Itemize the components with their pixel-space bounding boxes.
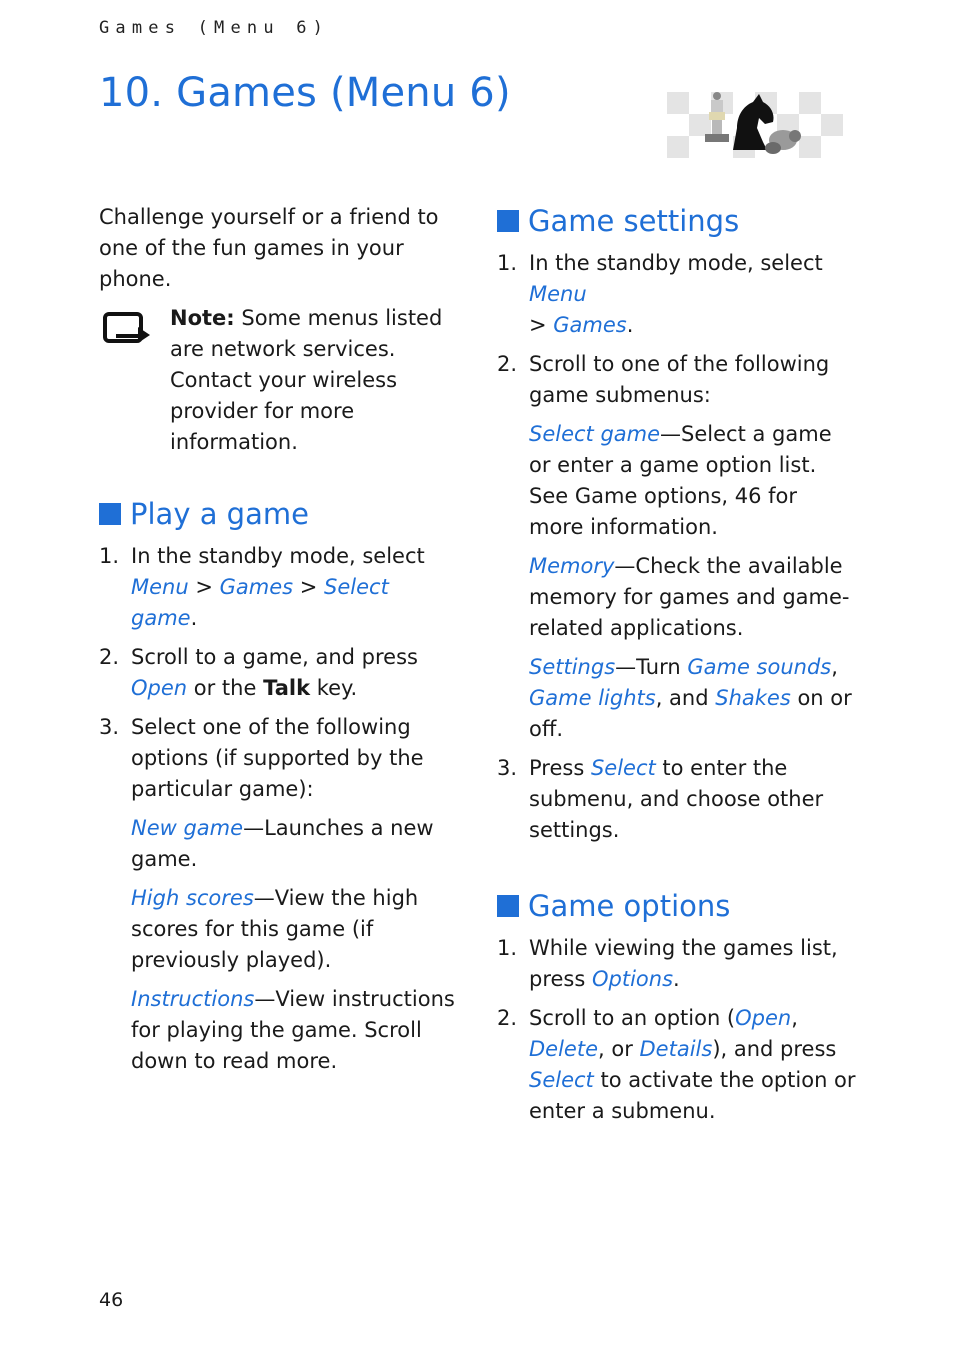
section-heading-game-options <box>497 887 857 925</box>
step-text: . <box>673 967 680 991</box>
select-game-link: Select game <box>131 575 389 630</box>
section-heading-game-settings <box>497 202 857 240</box>
option-name: Select game <box>529 422 661 446</box>
step-number: 1. <box>497 251 518 275</box>
section-square-icon <box>497 895 519 917</box>
running-head: Games (Menu 6) <box>99 18 330 38</box>
step-number: 1. <box>99 544 120 568</box>
step-text: . <box>626 313 634 337</box>
option-name: New game <box>131 816 244 840</box>
option-name: High scores <box>131 886 254 910</box>
step-number: 2. <box>497 352 518 376</box>
open-link: Open <box>735 1006 792 1030</box>
option-desc: —View the high scores for this game (if previously played). <box>131 886 419 972</box>
step-number: 1. <box>497 936 518 960</box>
option-desc: on or off. <box>529 686 852 741</box>
list-item <box>99 712 459 1077</box>
games-link: Games <box>553 313 627 337</box>
step-number: 2. <box>497 1006 518 1030</box>
option-name: Settings <box>529 655 616 679</box>
open-link: Open <box>131 676 188 700</box>
option-desc: —Turn <box>615 655 688 679</box>
note-box <box>99 303 459 458</box>
note-label: Note: <box>170 306 235 330</box>
step-text: In the standby mode, select <box>131 544 425 568</box>
step-text: ), and press <box>712 1037 837 1061</box>
option-high-scores <box>131 883 459 976</box>
step-text: Select one of the following options (if supported by the particular game): <box>131 715 424 801</box>
talk-key-label: Talk <box>263 676 311 700</box>
list-item <box>497 1003 857 1127</box>
list-item <box>99 541 459 634</box>
section-square-icon <box>497 210 519 232</box>
options-link: Options <box>591 967 674 991</box>
list-item <box>497 248 857 341</box>
note-text: Some menus listed are network services. Contact your wireless provider for more information. <box>170 306 443 454</box>
step-text: , <box>791 1006 798 1030</box>
step-text: > <box>188 575 220 599</box>
step-text: , or <box>598 1037 640 1061</box>
option-desc: —Check the available memory for games and game-related applications. <box>529 554 850 640</box>
games-link: Games <box>219 575 294 599</box>
step-number: 3. <box>99 715 120 739</box>
chapter-title: 10. Games (Menu 6) <box>99 70 511 116</box>
step-text: Scroll to a game, and press <box>131 645 418 669</box>
game-sounds-link: Game sounds <box>687 655 832 679</box>
list-item <box>497 349 857 745</box>
step-text: Scroll to one of the following game submenus: <box>529 352 830 407</box>
note-icon <box>102 311 154 345</box>
step-text: or the <box>187 676 264 700</box>
step-text: > <box>529 313 554 337</box>
section-heading-play-a-game <box>99 495 459 533</box>
step-text: Press <box>529 756 591 780</box>
option-settings <box>529 652 857 745</box>
step-text: key. <box>310 676 358 700</box>
step-text: While viewing the games list, press <box>529 936 838 991</box>
right-column <box>497 202 857 1135</box>
option-new-game <box>131 813 459 875</box>
details-link: Details <box>639 1037 713 1061</box>
option-desc: —Launches a new game. <box>131 816 434 871</box>
delete-link: Delete <box>529 1037 598 1061</box>
play-steps <box>99 541 459 1077</box>
option-desc: —View instructions for playing the game. Scroll down to read more. <box>131 987 455 1073</box>
menu-link: Menu <box>529 282 587 306</box>
option-desc: , and <box>655 686 716 710</box>
list-item <box>497 753 857 846</box>
step-text: Scroll to an option ( <box>529 1006 736 1030</box>
step-text: to enter the submenu, and choose other settings. <box>529 756 824 842</box>
settings-steps <box>497 248 857 846</box>
step-text: to activate the option or enter a submenu. <box>529 1068 856 1123</box>
chess-pieces-illustration <box>667 88 849 160</box>
section-title: Game options <box>528 889 731 923</box>
section-title: Game settings <box>528 204 740 238</box>
game-lights-link: Game lights <box>529 686 656 710</box>
step-number: 2. <box>99 645 120 669</box>
step-text: > <box>293 575 325 599</box>
option-name: Memory <box>529 554 615 578</box>
menu-link: Menu <box>131 575 189 599</box>
intro-text: Challenge yourself or a friend to one of the fun games in your phone. <box>99 205 439 291</box>
step-number: 3. <box>497 756 518 780</box>
select-link: Select <box>590 756 656 780</box>
list-item <box>497 933 857 995</box>
option-memory <box>529 551 857 644</box>
step-text: In the standby mode, select <box>529 251 823 275</box>
section-title: Play a game <box>130 497 309 531</box>
option-select-game <box>529 419 857 543</box>
option-desc: , <box>831 655 838 679</box>
option-instructions <box>131 984 459 1077</box>
list-item <box>99 642 459 704</box>
page-number: 46 <box>99 1289 124 1311</box>
options-steps <box>497 933 857 1127</box>
step-text: . <box>190 606 198 630</box>
select-link: Select <box>529 1068 594 1092</box>
option-name: Instructions <box>131 987 255 1011</box>
option-desc: —Select a game or enter a game option list. See Game options, 46 for more information. <box>529 422 832 539</box>
section-square-icon <box>99 503 121 525</box>
left-column <box>99 202 459 1085</box>
shakes-link: Shakes <box>715 686 791 710</box>
